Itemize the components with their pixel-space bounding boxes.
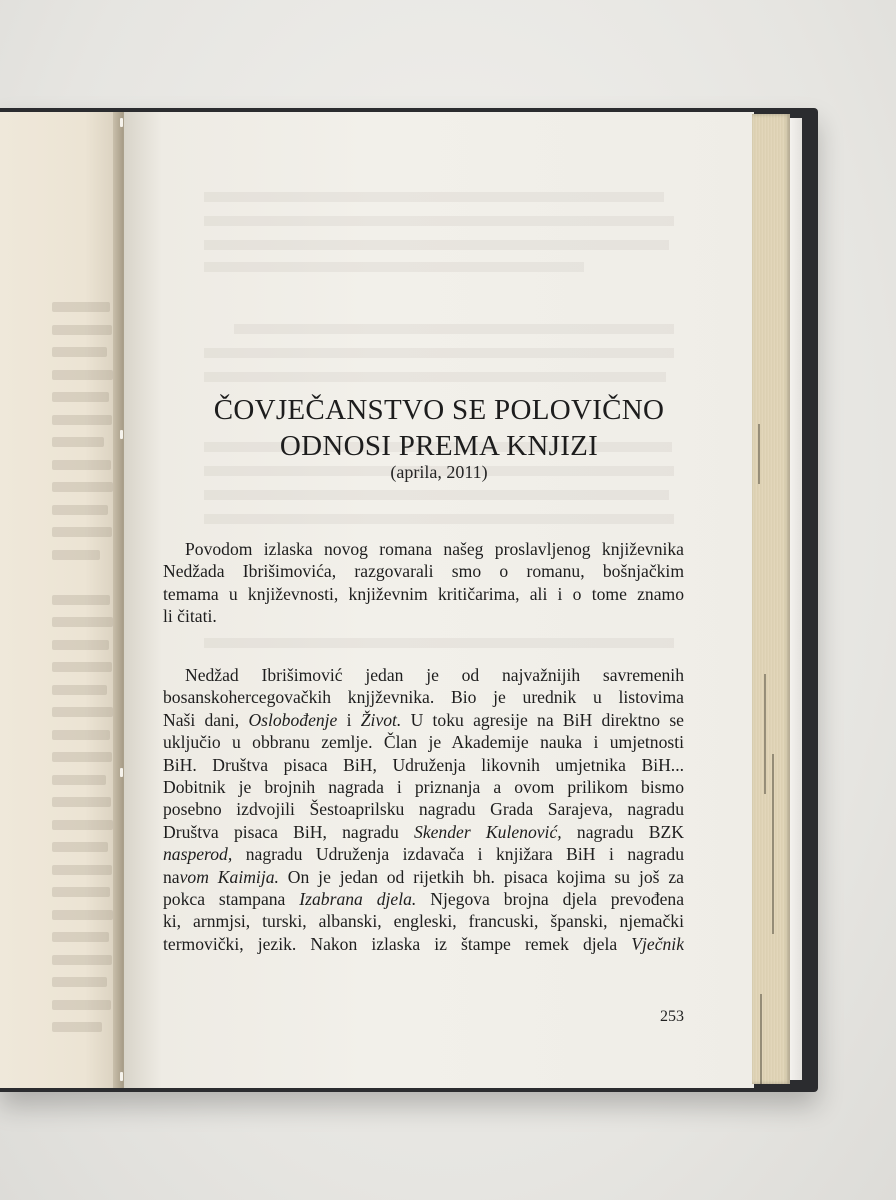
body-text-line bbox=[163, 686, 684, 708]
body-text-line bbox=[163, 731, 684, 753]
body-text-line bbox=[163, 560, 684, 582]
show-through-text bbox=[204, 372, 666, 382]
italic-text: Izabrana djela. bbox=[299, 889, 417, 909]
body-text-line bbox=[163, 933, 684, 955]
text-run: Povodom izlaska novog romana našeg proslavljenog književnika bbox=[185, 539, 684, 559]
edge-mark bbox=[772, 754, 774, 934]
body-text-line bbox=[163, 821, 684, 843]
chapter-title-line-2: ODNOSI PREMA KNJIZI bbox=[279, 430, 599, 462]
text-run: Nedžad Ibrišimović jedan je od najvažnijih savremenih bbox=[185, 665, 684, 685]
show-through-text bbox=[204, 216, 674, 226]
show-through-text bbox=[204, 490, 669, 500]
binding-thread bbox=[120, 768, 123, 777]
body-text-line bbox=[163, 866, 684, 888]
italic-text: Vječnik bbox=[631, 933, 684, 954]
show-through-text bbox=[204, 192, 664, 202]
show-through-text bbox=[234, 324, 674, 334]
binding-thread bbox=[120, 430, 123, 439]
italic-text: Oslobođenje bbox=[248, 709, 338, 730]
text-run: U toku agresije na BiH direktno se bbox=[401, 709, 684, 730]
edge-mark bbox=[758, 424, 760, 484]
chapter-title-line-1: ČOVJEČANSTVO SE POLOVIČNO bbox=[213, 394, 665, 426]
edge-mark bbox=[764, 674, 766, 794]
text-run: Društva pisaca BiH, nagradu bbox=[163, 821, 415, 842]
body-text-line bbox=[163, 605, 684, 627]
back-board-edge bbox=[790, 118, 802, 1080]
text-run: Nedžada Ibrišimovića, razgovarali smo o romanu, bošnjačkim bbox=[163, 561, 684, 582]
italic-text: Život. bbox=[360, 709, 402, 730]
page-number: 253 bbox=[660, 1008, 684, 1025]
text-run: Njegova brojna djela prevođena bbox=[416, 889, 684, 909]
body-text-line bbox=[163, 798, 684, 820]
left-page bbox=[0, 112, 121, 1088]
show-through-text bbox=[204, 262, 584, 272]
text-run: nagradu BZK bbox=[561, 821, 684, 842]
text-run: na bbox=[163, 866, 180, 887]
body-text-line bbox=[163, 754, 684, 776]
body-text-line bbox=[163, 843, 684, 865]
text-run: On je jedan od rijetkih bh. pisaca kojima su još za bbox=[278, 866, 684, 887]
text-run: uključio u obbranu zemlje. Član je Akademije nauka i umjetnosti bbox=[163, 732, 684, 753]
show-through-text bbox=[204, 348, 674, 358]
binding-thread bbox=[120, 118, 123, 127]
show-through-text bbox=[204, 638, 674, 648]
show-through-text bbox=[204, 240, 669, 250]
italic-text: Skender Kulenović, bbox=[414, 821, 562, 842]
body-text-line bbox=[185, 538, 684, 560]
body-text-line bbox=[163, 709, 684, 731]
italic-text: vom Kaimija. bbox=[179, 866, 279, 887]
body-text-line bbox=[163, 776, 684, 798]
text-run: BiH. Društva pisaca BiH, Udruženja likovnih umjetnika BiH... bbox=[163, 754, 684, 775]
text-run: pokca stampana bbox=[163, 889, 300, 909]
text-run: termovički, jezik. Nakon izlaska iz štampe remek djela bbox=[163, 933, 632, 954]
left-page-partial-text bbox=[52, 302, 114, 1045]
chapter-date: (aprila, 2011) bbox=[390, 462, 488, 482]
text-run: posebno izdvojili Šestoaprilsku nagradu Grada Sarajeva, nagradu bbox=[163, 799, 684, 820]
text-run: li čitati. bbox=[163, 606, 217, 627]
binding-thread bbox=[120, 1072, 123, 1081]
text-run: Naši dani, bbox=[163, 709, 249, 730]
text-run: nagradu Udruženja izdavača i knjižara BiH i nagradu bbox=[232, 844, 684, 865]
text-run: ki, arnmjsi, turski, albanski, engleski, francuski, španski, njemački bbox=[163, 911, 684, 932]
body-text-line bbox=[185, 664, 684, 686]
text-run: bosanskohercegovačkih knjjževnika. Bio je urednik u listovima bbox=[163, 687, 684, 708]
edge-mark bbox=[760, 994, 762, 1084]
body-text-line bbox=[163, 583, 684, 605]
page-block-edges bbox=[752, 114, 790, 1084]
text-run: i bbox=[337, 709, 361, 730]
text-run: Dobitnik je brojnih nagrada i priznanja a ovom prilikom bismo bbox=[163, 777, 684, 797]
body-text-line bbox=[163, 910, 684, 932]
show-through-text bbox=[204, 514, 674, 524]
text-run: temama u književnosti, književnim kritičarima, ali i o tome znamo bbox=[163, 583, 684, 604]
italic-text: nasperod, bbox=[163, 844, 233, 865]
body-text-line bbox=[163, 888, 684, 910]
